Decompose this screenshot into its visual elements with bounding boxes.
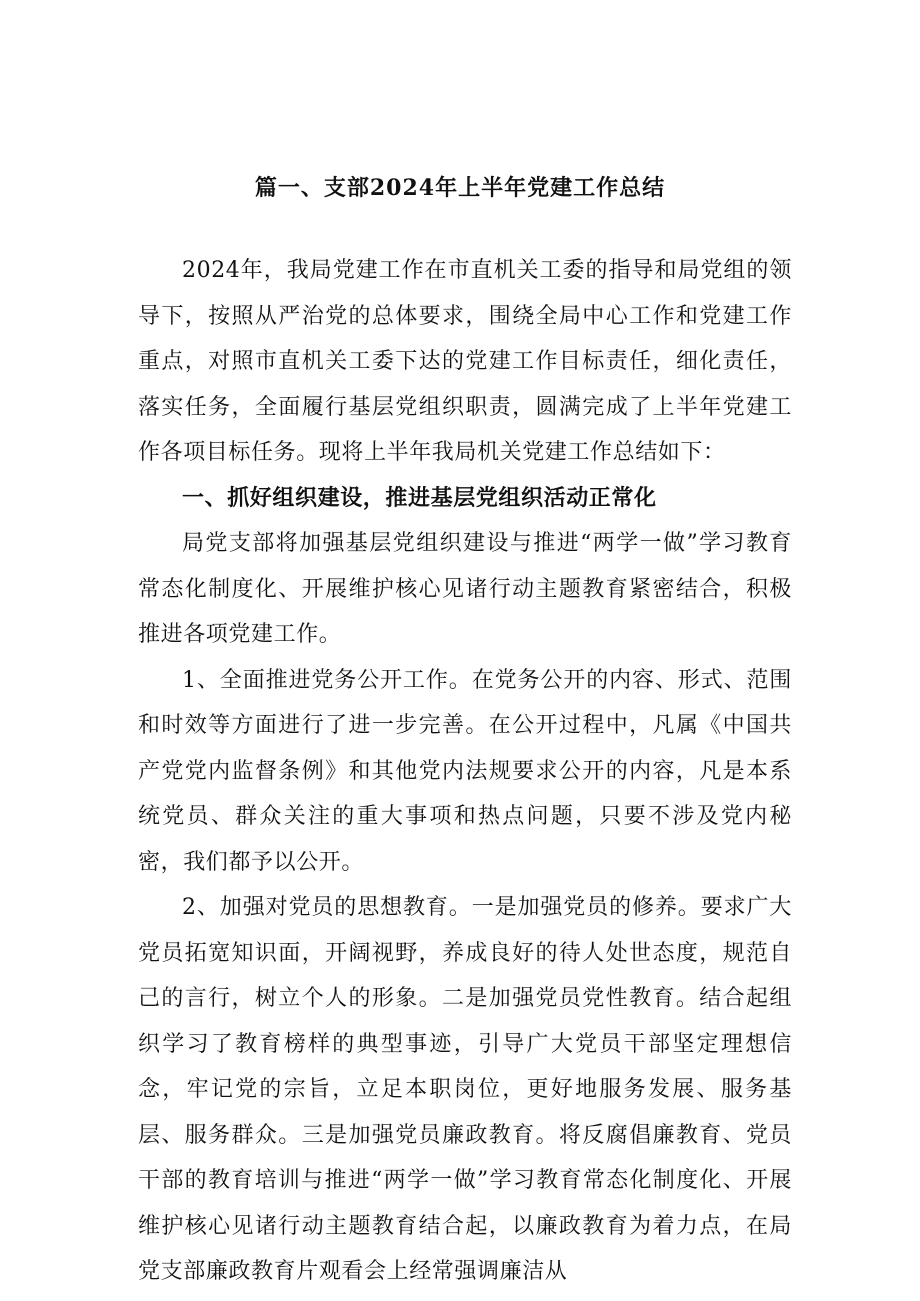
item-paragraph-2: 2、加强对党员的思想教育。一是加强党员的修养。要求广大党员拓宽知识面，开阔视野，养成良好的待人处世态度，规范自己的言行，树立个人的形象。二是加强党员党性教育。结合起组织学习了教育榜样的典型事迹，引导广大党员干部坚定理想信念，牢记党的宗旨，立足本职岗位，更好地服务发展、服务基层、服务群众。三是加强党员廉政教育。将反腐倡廉教育、党员干部的教育培训与推进“两学一做”学习教育常态化制度化、开展维护核心见诸行动主题教育结合起，以廉政教育为着力点，在局党支部廉政教育片观看会上经常强调廉洁从 [138,895,792,1284]
item-paragraph-1: 1、全面推进党务公开工作。在党务公开的内容、形式、范围和时效等方面进行了进一步完善。在公开过程中，凡属《中国共产党党内监督条例》和其他党内法规要求公开的内容，凡是本系统党员、群众关注的重大事项和热点问题，只要不涉及党内秘密，我们都予以公开。 [138,667,792,875]
page-title: 篇一、支部2024年上半年党建工作总结 [254,175,666,201]
section-heading: 一、抓好组织建设，推进基层党组织活动正常化 [182,484,657,511]
section-paragraph: 局党支部将加强基层党组织建设与推进“两学一做”学习教育常态化制度化、开展维护核心见诸行动主题教育紧密结合，积极推进各项党建工作。 [138,531,792,647]
document-body [138,248,792,1295]
intro-paragraph: 2024年，我局党建工作在市直机关工委的指导和局党组的领导下，按照从严治党的总体要求，围绕全局中心工作和党建工作重点，对照市直机关工委下达的党建工作目标责任，细化责任，落实任务，全面履行基层党组织职责，圆满完成了上半年党建工作各项目标任务。现将上半年我局机关党建工作总结如下： [138,258,792,465]
